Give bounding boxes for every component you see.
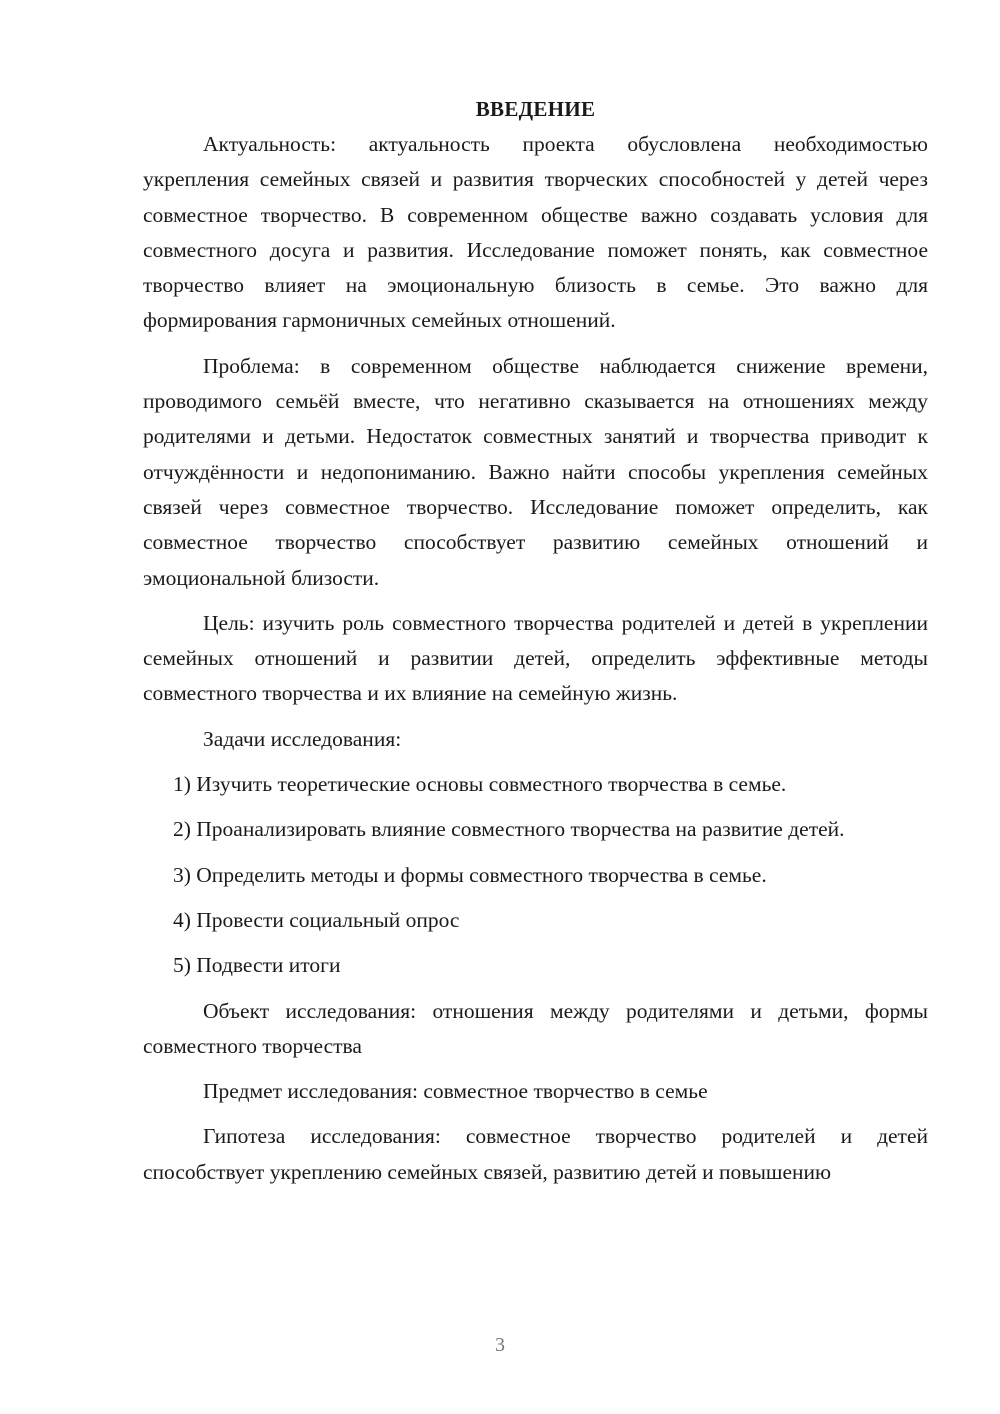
section-heading: ВВЕДЕНИЕ bbox=[475, 97, 596, 121]
object-paragraph: Объект исследования: отношения между родителями и детьми, формы совместного творчества bbox=[143, 998, 928, 1058]
goal-paragraph: Цель: изучить роль совместного творчества родителей и детей в укреплении семейных отношений и развитии детей, определить эффективные методы совместного творчества и их влияние на семейную жизнь. bbox=[143, 610, 928, 706]
tasks-heading: Задачи исследования: bbox=[203, 726, 402, 751]
task-item-1: 1) Изучить теоретические основы совместного творчества в семье. bbox=[173, 772, 787, 797]
task-item-5: 5) Подвести итоги bbox=[173, 953, 341, 978]
relevance-paragraph: Актуальность: актуальность проекта обусловлена необходимостью укрепления семейных связей и развития творческих способностей у детей через совместное творчество. В современном обществе важно создавать условия для совместного досуга и развития. Исследование поможет понять, как совместное творчество влияет на эмоциональную близость в семье. Это важно для формирования гармоничных семейных отношений. bbox=[143, 132, 928, 333]
task-item-4: 4) Провести социальный опрос bbox=[173, 907, 460, 932]
task-item-2: 2) Проанализировать влияние совместного творчества на развитие детей. bbox=[173, 817, 845, 842]
page-number: 3 bbox=[495, 1334, 505, 1356]
subject-paragraph: Предмет исследования: совместное творчество в семье bbox=[203, 1079, 708, 1104]
hypothesis-paragraph: Гипотеза исследования: совместное творчество родителей и детей способствует укреплению семейных связей, развитию детей и повышению bbox=[143, 1124, 928, 1184]
task-item-3: 3) Определить методы и формы совместного творчества в семье. bbox=[173, 862, 767, 887]
document-page bbox=[143, 92, 928, 1200]
problem-paragraph: Проблема: в современном обществе наблюдается снижение времени, проводимого семьёй вместе, что негативно сказывается на отношениях между родителями и детьми. Недостаток совместных занятий и творчества приводит к отчуждённости и недопониманию. Важно найти способы укрепления семейных связей через совместное творчество. Исследование поможет определить, как совместное творчество способствует развитию семейных отношений и эмоциональной близости. bbox=[143, 353, 928, 590]
